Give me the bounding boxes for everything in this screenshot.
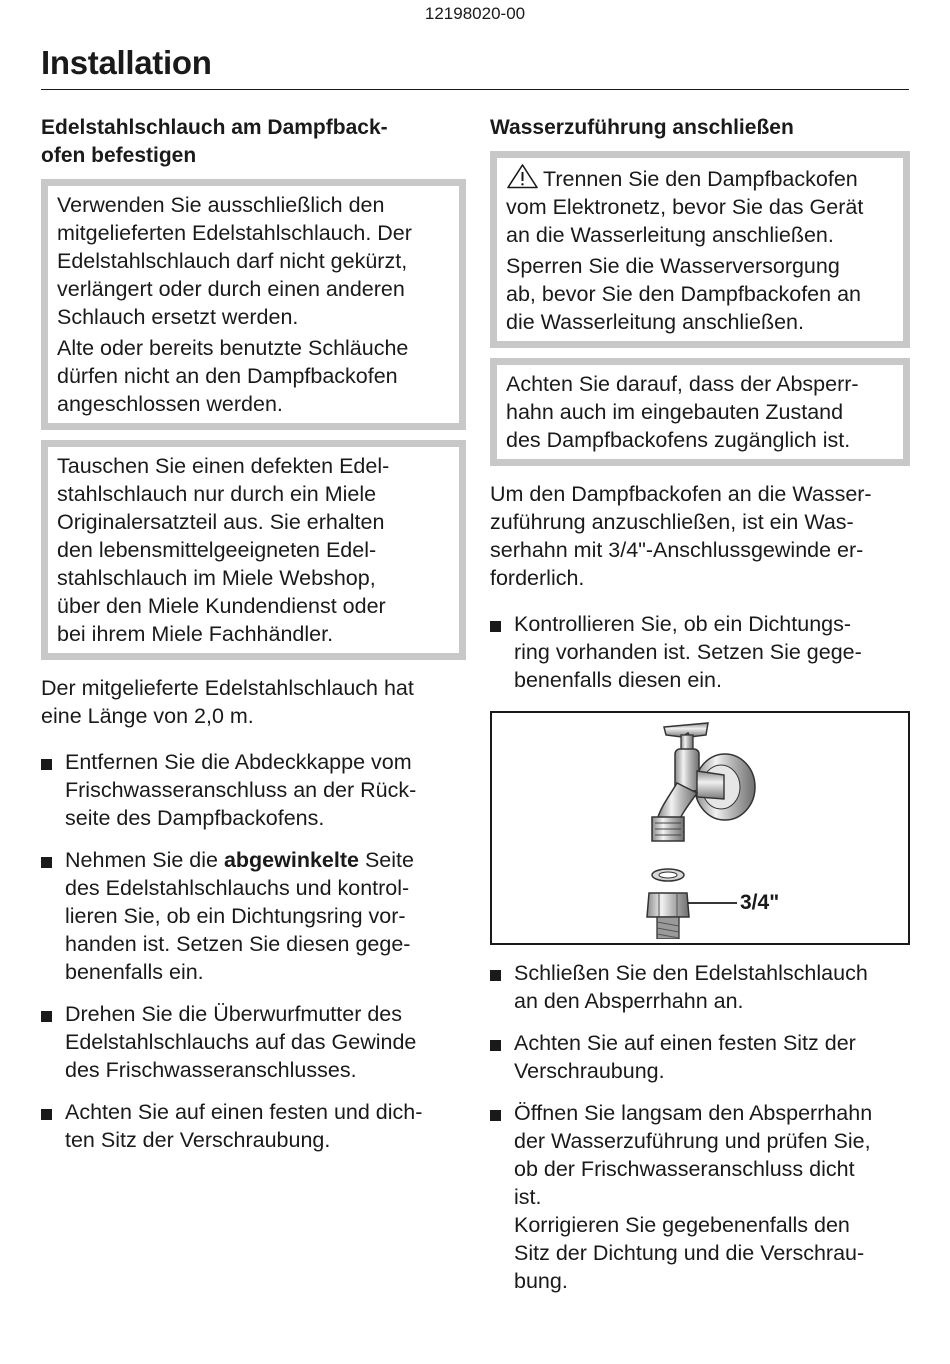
emphasis-text: abgewinkelte xyxy=(223,848,359,872)
title-divider xyxy=(41,89,909,90)
notice-paragraph xyxy=(57,334,449,418)
thread-size-label: 3/4" xyxy=(740,891,780,914)
text-line: Verschraubung. xyxy=(514,1059,665,1083)
text-line: Korrigieren Sie gegebenenfalls den xyxy=(514,1213,850,1237)
text-line: Edelstahlschlauch darf nicht gekürzt, xyxy=(57,249,408,273)
text-line: an den Absperrhahn an. xyxy=(514,989,744,1013)
text-line: Um den Dampfbackofen an die Wasser- xyxy=(490,482,872,506)
text-line: seite des Dampfbackofens. xyxy=(65,806,325,830)
text-line: Entfernen Sie die Abdeckkappe vom xyxy=(65,750,412,774)
list-item xyxy=(490,1099,910,1295)
text-line: angeschlossen werden. xyxy=(57,392,283,416)
text-line: handen ist. Setzen Sie diesen gege- xyxy=(65,932,411,956)
instruction-list-connect xyxy=(490,959,910,1295)
text-line: ring vorhanden ist. Setzen Sie gege- xyxy=(514,640,862,664)
text-line: Verwenden Sie ausschließlich den xyxy=(57,193,385,217)
tap-requirement-paragraph xyxy=(490,480,910,592)
list-item xyxy=(41,1098,466,1154)
text-run: Trennen Sie den Dampfbackofen xyxy=(543,167,858,191)
instruction-list-seal xyxy=(490,610,910,694)
text-line: stahlschlauch im Miele Webshop, xyxy=(57,566,376,590)
notice-paragraph xyxy=(57,191,449,331)
notice-paragraph xyxy=(57,452,449,648)
text-line: Originalersatzteil aus. Sie erhalten xyxy=(57,510,385,534)
text-line: Edelstahlschlauchs auf das Gewinde xyxy=(65,1030,417,1054)
text-line: eine Länge von 2,0 m. xyxy=(41,704,254,728)
text-line: benenfalls ein. xyxy=(65,960,204,984)
notice-box-hose-usage xyxy=(41,179,466,430)
instruction-list-hose xyxy=(41,748,466,1154)
list-item xyxy=(490,959,910,1015)
text-line: ab, bevor Sie den Dampfbackofen an xyxy=(506,282,861,306)
text-line: der Wasserzuführung und prüfen Sie, xyxy=(514,1129,871,1153)
text-line: zuführung anzuschließen, ist ein Was- xyxy=(490,510,854,534)
section-heading-hose xyxy=(41,114,466,170)
text-line: den lebensmittelgeeigneten Edel- xyxy=(57,538,377,562)
text-line: benenfalls diesen ein. xyxy=(514,668,722,692)
text-line: Drehen Sie die Überwurfmutter des xyxy=(65,1002,402,1026)
text-run: Nehmen Sie die xyxy=(65,848,224,872)
text-line: Kontrollieren Sie, ob ein Dichtungs- xyxy=(514,612,852,636)
text-line: Öffnen Sie langsam den Absperrhahn xyxy=(514,1101,873,1125)
text-line: des Frischwasseranschlusses. xyxy=(65,1058,357,1082)
hose-length-paragraph xyxy=(41,674,466,730)
list-item xyxy=(41,1000,466,1084)
notice-box-replacement xyxy=(41,440,466,660)
text-line: Alte oder bereits benutzte Schläuche xyxy=(57,336,409,360)
list-item xyxy=(490,610,910,694)
text-line: des Dampfbackofens zugänglich ist. xyxy=(506,428,851,452)
list-item xyxy=(41,846,466,986)
page-title: Installation xyxy=(41,44,212,81)
notice-box-tap-access xyxy=(490,358,910,466)
left-column xyxy=(41,114,466,1168)
list-item xyxy=(490,1029,910,1085)
text-line: ist. xyxy=(514,1185,542,1209)
text-line: Schlauch ersetzt werden. xyxy=(57,305,299,329)
text-line: Achten Sie auf einen festen Sitz der xyxy=(514,1031,856,1055)
text-line: lieren Sie, ob ein Dichtungsring vor- xyxy=(65,904,406,928)
water-tap-illustration xyxy=(490,711,910,945)
text-line: vom Elektronetz, bevor Sie das Gerät xyxy=(506,195,864,219)
text-line: dürfen nicht an den Dampfbackofen xyxy=(57,364,398,388)
text-line: Frischwasseranschluss an der Rück- xyxy=(65,778,417,802)
water-tap-drawing xyxy=(492,713,908,939)
text-line xyxy=(65,846,466,874)
notice-paragraph xyxy=(506,252,893,336)
text-line: des Edelstahlschlauchs und kontrol- xyxy=(65,876,410,900)
heading-line: ofen befestigen xyxy=(41,144,197,167)
text-line: Schließen Sie den Edelstahlschlauch xyxy=(514,961,868,985)
text-line: Sperren Sie die Wasserversorgung xyxy=(506,254,840,278)
text-line: Der mitgelieferte Edelstahlschlauch hat xyxy=(41,676,414,700)
text-line: serhahn mit 3/4"-Anschlussgewinde er- xyxy=(490,538,864,562)
text-line: mitgelieferten Edelstahlschlauch. Der xyxy=(57,221,412,245)
text-line xyxy=(506,163,893,193)
document-id: 12198020-00 xyxy=(424,4,526,23)
warning-triangle-icon xyxy=(506,163,539,189)
text-line: forderlich. xyxy=(490,566,585,590)
text-line: die Wasserleitung anschließen. xyxy=(506,310,804,334)
text-line: verlängert oder durch einen anderen xyxy=(57,277,405,301)
text-line: ob der Frischwasseranschluss dicht xyxy=(514,1157,855,1181)
notice-paragraph xyxy=(506,370,893,454)
text-line: bung. xyxy=(514,1269,568,1293)
heading-line: Edelstahlschlauch am Dampfback- xyxy=(41,116,388,139)
list-item xyxy=(41,748,466,832)
text-line: Achten Sie darauf, dass der Absperr- xyxy=(506,372,859,396)
text-line: stahlschlauch nur durch ein Miele xyxy=(57,482,377,506)
right-column xyxy=(490,114,910,1309)
text-line: über den Miele Kundendienst oder xyxy=(57,594,386,618)
warning-box xyxy=(490,151,910,348)
text-run: Seite xyxy=(358,848,414,872)
text-line: an die Wasserleitung anschließen. xyxy=(506,223,834,247)
text-line: hahn auch im eingebauten Zustand xyxy=(506,400,844,424)
text-line: Achten Sie auf einen festen und dich- xyxy=(65,1100,423,1124)
notice-paragraph xyxy=(506,163,893,249)
text-line: bei ihrem Miele Fachhändler. xyxy=(57,622,334,646)
text-line: ten Sitz der Verschraubung. xyxy=(65,1128,331,1152)
text-line: Tauschen Sie einen defekten Edel- xyxy=(57,454,390,478)
text-line: Sitz der Dichtung und die Verschrau- xyxy=(514,1241,865,1265)
section-heading-water: Wasserzuführung anschließen xyxy=(490,116,794,139)
